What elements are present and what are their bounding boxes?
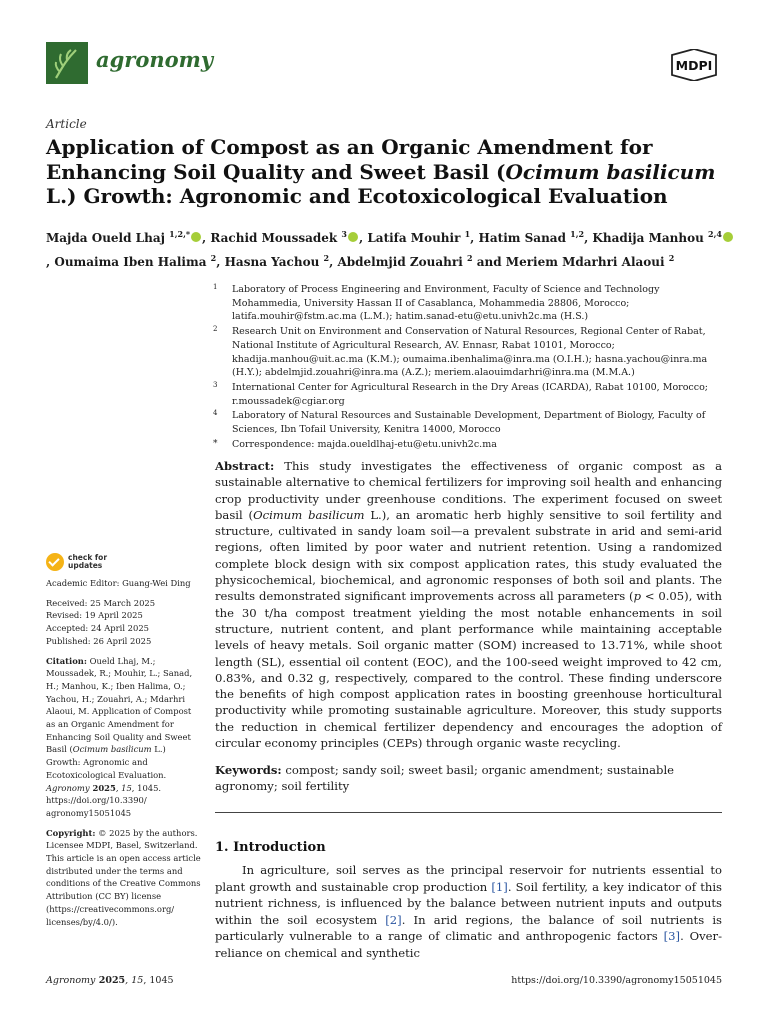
affiliation-text: Research Unit on Environment and Conservation of Natural Resources, Regional Center of Rabat, National Institute of Agricultural Research, AV. Ennasr, Rabat 10101, Morocco; khadija.manhou@uit.ac.ma (K.M.); oumaima.ibenhalima@inra.ma (O.I.H.); hasna.yachou@inra.ma (H.Y.); abdelmjid.zouahri@inra.ma (A.Z.); meriem.alaouimdarhri@inra.ma (M.M.A.) [232, 326, 708, 379]
accepted-date: Accepted: 24 April 2025 [46, 623, 149, 634]
check-for-updates-button[interactable] [46, 553, 201, 571]
abstract-label: Abstract: [215, 459, 275, 473]
author-affiliation-sup: 2 [466, 253, 473, 263]
intro-text1: In agriculture, soil serves as the principal reservoir for nutrients essential to plant growth and sustainable crop production [215, 863, 722, 894]
author-affiliation-sup: 3 [341, 229, 347, 239]
author-affiliation-sup: 2 [210, 253, 217, 263]
citation-text1: Oueld Lhaj, M.; Moussadek, R.; Mouhir, L.; Sanad, H.; Manhou, K.; Iben Halima, O.; Yachou, H.; Zouahri, A.; Mdarhri Alaoui, M. Application of Compost as an Organic Amendment for Enhancing Soil Quality and Sweet Basil ( [46, 655, 193, 755]
affiliation-item [213, 325, 725, 380]
reference-link-1[interactable]: [1] [491, 879, 508, 894]
keywords-label: Keywords: [215, 763, 282, 777]
author-name: Hatim Sanad [478, 231, 566, 245]
affiliation-number: 2 [213, 325, 218, 334]
affiliation-item [213, 381, 725, 408]
citation-journal: Agronomy [46, 782, 90, 793]
mdpi-logo-icon [666, 49, 722, 81]
author-separator: , [584, 231, 593, 245]
author-separator: , [202, 231, 211, 245]
author-affiliation-sup: 2 [323, 253, 330, 263]
abstract-text2: L.), an aromatic herb highly sensitive to soil fertility and structure, cultivated in sandy loam soil—a prevalent substrate in arid and semi-arid regions, often limited by poor water and nutrient retention. Using a randomized complete block design with six compost application rates, this study evaluated the physicochemical, biochemical, and agronomic responses of both soil and plants. The results demonstrated significant improvements across all parameters ( [215, 507, 722, 604]
affiliation-item [213, 438, 725, 452]
copyright-label: Copyright: [46, 827, 96, 838]
author-affiliation-sup: 2 [668, 253, 675, 263]
citation-label: Citation: [46, 655, 87, 666]
citation-volume: , 15 [115, 782, 132, 793]
author-name: Oumaima Iben Halima [54, 255, 207, 269]
orcid-icon[interactable] [191, 232, 201, 242]
citation-text2: L.) Growth: Agronomic and Ecotoxicological Evaluation. [46, 744, 167, 780]
citation-year: 2025 [89, 782, 116, 793]
author-separator: , [46, 255, 55, 269]
section-divider [215, 812, 722, 813]
author-separator: , [216, 255, 225, 269]
article-type: Article [46, 117, 87, 131]
revised-date: Revised: 19 April 2025 [46, 610, 143, 621]
copyright-text: © 2025 by the authors. Licensee MDPI, Basel, Switzerland. This article is an open access article distributed under the terms and conditions of the Creative Commons Attribution (CC BY) license (https://creativecommons.org/ licenses/by/4.0/). [46, 827, 201, 927]
author-affiliation-sup: 2,4 [708, 229, 722, 239]
affiliations [213, 283, 725, 452]
affiliation-number: * [213, 438, 218, 449]
title-italic: Ocimum basilicum [505, 159, 716, 184]
author-separator: , [359, 231, 368, 245]
journal-logo-icon [46, 42, 88, 84]
abstract-italic1: Ocimum basilicum [253, 507, 365, 522]
page-title [46, 135, 736, 209]
title-part2: L.) Growth: Agronomic and Ecotoxicological Evaluation [46, 184, 668, 208]
affiliation-text: International Center for Agricultural Research in the Dry Areas (ICARDA), Rabat 10100, Morocco; r.moussadek@cgiar.org [232, 381, 708, 407]
footer-volume: , 15 [125, 975, 144, 986]
orcid-icon[interactable] [348, 232, 358, 242]
abstract-text1: This study investigates the effectiveness of organic compost as a sustainable alternative to chemical fertilizers for improving soil health and enhancing crop productivity under greenhouse conditions. The experiment focused on sweet basil ( [215, 459, 722, 522]
citation-block [46, 655, 201, 820]
section-heading-introduction: 1. Introduction [215, 840, 326, 855]
affiliation-item [213, 409, 725, 436]
author-affiliation-sup: 1,2,* [169, 229, 191, 239]
affiliation-text: Correspondence: majda.oueldlhaj-etu@etu.univh2c.ma [232, 438, 497, 450]
intro-text3: . In arid regions, the balance of soil nutrients is particularly vulnerable to a range of climatic and anthropogenic factors [215, 912, 722, 943]
author-name: Khadija Manhou [592, 231, 704, 245]
author-list [46, 224, 736, 272]
received-date: Received: 25 March 2025 [46, 597, 156, 608]
reference-link-3[interactable]: [3] [663, 929, 681, 943]
publisher-name: MDPI [675, 58, 713, 73]
author-name: Hasna Yachou [224, 255, 320, 269]
author-separator: , [329, 255, 338, 269]
footer-doi-link[interactable]: https://doi.org/10.3390/agronomy15051045 [511, 975, 722, 986]
author-and: and [472, 255, 506, 269]
citation-italic: Ocimum basilicum [72, 744, 152, 755]
title-part1: Application of Compost as an Organic Amendment for Enhancing Soil Quality and Sweet Basil ( [46, 135, 653, 184]
affiliation-number: 3 [213, 380, 218, 389]
author-name: Meriem Mdarhri Alaoui [505, 255, 665, 269]
citation-pages: , 1045. https://doi.org/10.3390/ agronomy15051045 [46, 782, 162, 818]
affiliation-item [213, 283, 725, 324]
author-affiliation-sup: 1 [464, 229, 471, 239]
author-affiliation-sup: 1,2 [570, 229, 585, 239]
journal-header [46, 40, 722, 84]
reference-link-2[interactable]: [2] [385, 912, 402, 927]
abstract [215, 458, 722, 751]
abstract-italic2: p [633, 589, 641, 604]
dates-block [46, 597, 201, 648]
abstract-text3: < 0.05), with the 30 t/ha compost treatment yielding the most notable enhancements in soil structure, nutrient content, and plant performance while maintaining acceptable levels of heavy metals. Soil organic matter (SOM) increased to 13.71%, while shoot length (SL), essential oil content (EOC), and the 100-seed weight improved to 42 cm, 0.83%, and 0.32 g, respectively, compared to the control. These finding underscore the benefits of high compost application rates in boosting greenhouse horticultural productivity while promoting sustainable agriculture. Moreover, this study supports the reduction in chemical fertilizer dependency and encourages the adoption of circular economy principles (CEPs) through organic waste recycling. [215, 589, 722, 751]
copyright-block [46, 827, 201, 929]
sidebar [46, 553, 201, 935]
published-date: Published: 26 April 2025 [46, 635, 152, 646]
intro-text2: . Soil fertility, a key indicator of this nutrient richness, is influenced by the balance between nutrient inputs and outputs within the soil ecosystem [215, 879, 722, 927]
affiliation-number: 4 [213, 409, 218, 418]
academic-editor: Academic Editor: Guang-Wei Ding [46, 578, 191, 588]
keywords-text: compost; sandy soil; sweet basil; organic amendment; sustainable agronomy; soil fertility [215, 763, 675, 794]
affiliation-text: Laboratory of Process Engineering and Environment, Faculty of Science and Technology Mohammedia, University Hassan II of Casablanca, Mohammedia 28806, Morocco; latifa.mouhir@fstm.ac.ma (L.M.); hatim.sanad-etu@etu.univh2c.ma (H.S.) [232, 284, 660, 323]
author-name: Rachid Moussadek [210, 231, 338, 245]
author-name: Abdelmjid Zouahri [337, 255, 463, 269]
footer-citation [46, 975, 174, 986]
check-icon [46, 553, 64, 571]
introduction-paragraph [215, 862, 722, 961]
check-updates-line1: check for [68, 553, 108, 562]
journal-name: agronomy [96, 47, 214, 72]
footer-journal: Agronomy [46, 975, 96, 986]
keywords [215, 762, 722, 795]
author-name: Majda Oueld Lhaj [46, 231, 165, 245]
intro-text4: . Over-reliance on chemical and synthetic [215, 929, 723, 960]
affiliation-number: 1 [213, 283, 218, 291]
author-name: Latifa Mouhir [367, 231, 461, 245]
affiliation-text: Laboratory of Natural Resources and Sustainable Development, Department of Biology, Faculty of Sciences, Ibn Tofail University, Kenitra 14000, Morocco [232, 410, 706, 436]
footer-article: , 1045 [143, 975, 174, 986]
check-updates-line2: updates [68, 561, 103, 570]
author-separator: , [470, 231, 479, 245]
orcid-icon[interactable] [723, 232, 733, 242]
footer-year: 2025 [95, 975, 126, 986]
